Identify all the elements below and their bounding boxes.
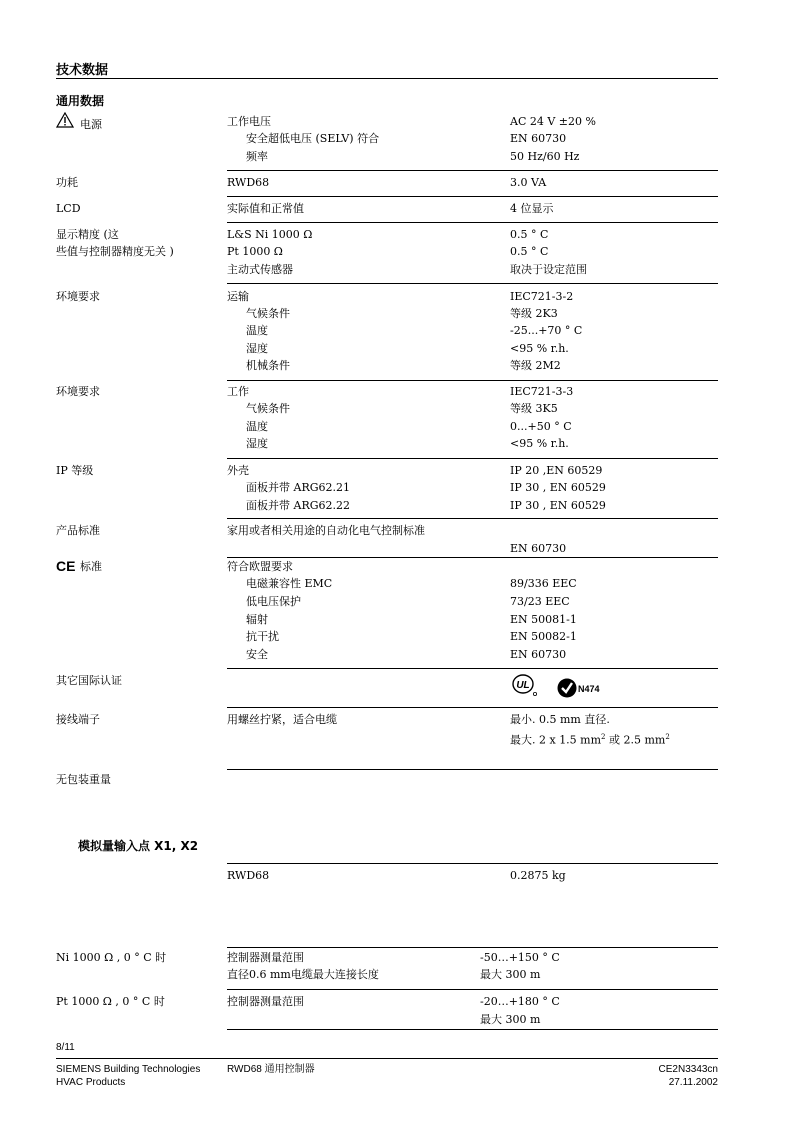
analog-weight-param: RWD68 — [227, 869, 270, 882]
row-divider — [227, 947, 718, 948]
row-divider — [227, 380, 718, 381]
env-transport-param-0: 运输 — [227, 290, 249, 303]
env-operation-value-1: 等级 3K5 — [510, 402, 558, 415]
product-std-label: 产品标准 — [56, 524, 100, 537]
row-divider — [227, 863, 718, 864]
page-header-title: 技术数据 — [56, 62, 109, 77]
product-std-param: 家用或者相关用途的自动化电气控制标准 — [227, 524, 425, 537]
env-transport-value-4: 等级 2M2 — [510, 359, 561, 372]
footer-doc-title: RWD68 通用控制器 — [227, 1064, 315, 1075]
ip-param-2: 面板并带 ARG62.22 — [246, 499, 351, 512]
lcd-label: LCD — [56, 202, 81, 215]
env-operation-label: 环境要求 — [56, 385, 100, 398]
ce-value-3: EN 50081-1 — [510, 613, 577, 626]
consumption-param: RWD68 — [227, 176, 270, 189]
power-param-0: 工作电压 — [227, 115, 271, 128]
ni-value-0: -50…+150 ° C — [480, 951, 560, 964]
env-transport-value-0: IEC721-3-2 — [510, 290, 574, 303]
ul-logo-text: UL — [516, 680, 530, 691]
consumption-label: 功耗 — [56, 176, 78, 189]
weight-label: 无包装重量 — [56, 773, 111, 786]
ce-param-4: 抗干扰 — [246, 630, 279, 643]
ni-param-1: 直径0.6 mm电缆最大连接长度 — [227, 968, 379, 981]
ni-label: Ni 1000 Ω , 0 ° C 时 — [56, 951, 167, 964]
ce-param-5: 安全 — [246, 648, 268, 661]
accuracy-param-2: 主动式传感器 — [227, 263, 293, 276]
ce-param-3: 辐射 — [246, 613, 268, 626]
ce-logo: CE — [56, 558, 76, 574]
terminals-value-2-sup1: 2 — [601, 733, 606, 741]
ce-value-1: 89/336 EEC — [510, 577, 577, 590]
pt-param-0: 控制器测量范围 — [227, 995, 304, 1008]
ip-value-1: IP 30 , EN 60529 — [510, 481, 606, 494]
env-transport-param-1: 气候条件 — [246, 307, 290, 320]
pt-label: Pt 1000 Ω , 0 ° C 时 — [56, 995, 165, 1008]
footer-company-2: HVAC Products — [56, 1077, 126, 1088]
env-operation-param-2: 温度 — [246, 420, 268, 433]
env-operation-param-0: 工作 — [227, 385, 249, 398]
ip-param-1: 面板并带 ARG62.21 — [246, 481, 351, 494]
env-transport-value-3: <95 % r.h. — [510, 342, 569, 355]
row-divider — [227, 458, 718, 459]
power-param-2: 频率 — [246, 150, 268, 163]
power-value-0: AC 24 V ±20 % — [510, 115, 596, 128]
lcd-param: 实际值和正常值 — [227, 202, 304, 215]
power-value-2: 50 Hz/60 Hz — [510, 150, 580, 163]
accuracy-param-1: Pt 1000 Ω — [227, 245, 283, 258]
row-divider — [227, 222, 718, 223]
footer-page-number: 8/11 — [56, 1042, 75, 1053]
product-std-value: EN 60730 — [510, 542, 567, 555]
accuracy-value-0: 0.5 ° C — [510, 228, 549, 241]
lcd-value: 4 位显示 — [510, 202, 554, 215]
section-heading-analog: 模拟量输入点 X1, X2 — [78, 839, 199, 853]
env-transport-param-2: 温度 — [246, 324, 268, 337]
ip-label: IP 等级 — [56, 464, 94, 477]
row-divider — [227, 707, 718, 708]
pt-value-0: -20…+180 ° C — [480, 995, 560, 1008]
env-operation-param-3: 湿度 — [246, 437, 268, 450]
terminals-param: 用螺丝拧紧，适合电缆 — [227, 713, 337, 726]
ni-param-0: 控制器测量范围 — [227, 951, 304, 964]
env-transport-value-1: 等级 2K3 — [510, 307, 558, 320]
terminals-value-1: 最小. 0.5 mm 直径. — [510, 713, 610, 726]
warning-triangle-icon — [56, 112, 74, 132]
ce-value-2: 73/23 EEC — [510, 595, 570, 608]
row-divider — [227, 518, 718, 519]
header-rule — [56, 78, 718, 79]
env-transport-param-4: 机械条件 — [246, 359, 290, 372]
row-divider — [227, 989, 718, 990]
power-value-1: EN 60730 — [510, 132, 567, 145]
env-operation-value-3: <95 % r.h. — [510, 437, 569, 450]
accuracy-value-1: 0.5 ° C — [510, 245, 549, 258]
env-transport-value-2: -25...+70 ° C — [510, 324, 583, 337]
ce-value-4: EN 50082-1 — [510, 630, 577, 643]
terminals-value-2-mid: 或 2.5 mm — [605, 733, 666, 747]
analog-weight-value: 0.2875 kg — [510, 869, 566, 882]
footer-doc-code: CE2N3343cn — [658, 1064, 718, 1075]
other-cert-label: 其它国际认证 — [56, 674, 122, 687]
row-divider — [227, 196, 718, 197]
row-divider — [227, 668, 718, 669]
ce-value-5: EN 60730 — [510, 648, 567, 661]
row-divider — [227, 557, 718, 558]
consumption-value: 3.0 VA — [510, 176, 547, 189]
row-divider — [227, 769, 718, 770]
terminals-value-2-pre: 最大. 2 x 1.5 mm — [510, 733, 602, 747]
ce-param-2: 低电压保护 — [246, 595, 301, 608]
ce-param-1: 电磁兼容性 EMC — [246, 577, 333, 590]
row-divider — [227, 283, 718, 284]
accuracy-label-2: 些值与控制器精度无关 ) — [56, 245, 174, 258]
footer-company-1: SIEMENS Building Technologies — [56, 1064, 201, 1075]
env-operation-value-0: IEC721-3-3 — [510, 385, 574, 398]
footer-date: 27.11.2002 — [668, 1077, 718, 1088]
c-tick-icon — [557, 678, 577, 702]
power-param-1: 安全超低电压 (SELV) 符合 — [246, 132, 380, 145]
ip-param-0: 外壳 — [227, 464, 249, 477]
env-operation-value-2: 0...+50 ° C — [510, 420, 572, 433]
accuracy-value-2: 取决于设定范围 — [510, 263, 587, 276]
terminals-value-2 — [510, 731, 670, 747]
ul-logo-icon — [510, 672, 540, 702]
ip-value-2: IP 30 , EN 60529 — [510, 499, 606, 512]
env-transport-param-3: 湿度 — [246, 342, 268, 355]
ip-value-0: IP 20 ,EN 60529 — [510, 464, 603, 477]
terminals-label: 接线端子 — [56, 713, 100, 726]
row-divider — [227, 170, 718, 171]
ce-label: 标准 — [80, 560, 102, 573]
terminals-value-2-sup2: 2 — [665, 733, 670, 741]
accuracy-param-0: L&S Ni 1000 Ω — [227, 228, 313, 241]
row-divider — [227, 1029, 718, 1030]
power-label: 电源 — [80, 118, 102, 131]
env-operation-param-1: 气候条件 — [246, 402, 290, 415]
env-transport-label: 环境要求 — [56, 290, 100, 303]
c-tick-code: N474 — [578, 684, 600, 694]
pt-value-1: 最大 300 m — [480, 1013, 541, 1026]
accuracy-label-1: 显示精度 (这 — [56, 228, 119, 241]
section-heading-general: 通用数据 — [56, 94, 105, 108]
ni-value-1: 最大 300 m — [480, 968, 541, 981]
ce-param-0: 符合欧盟要求 — [227, 560, 293, 573]
footer-rule — [56, 1058, 718, 1059]
